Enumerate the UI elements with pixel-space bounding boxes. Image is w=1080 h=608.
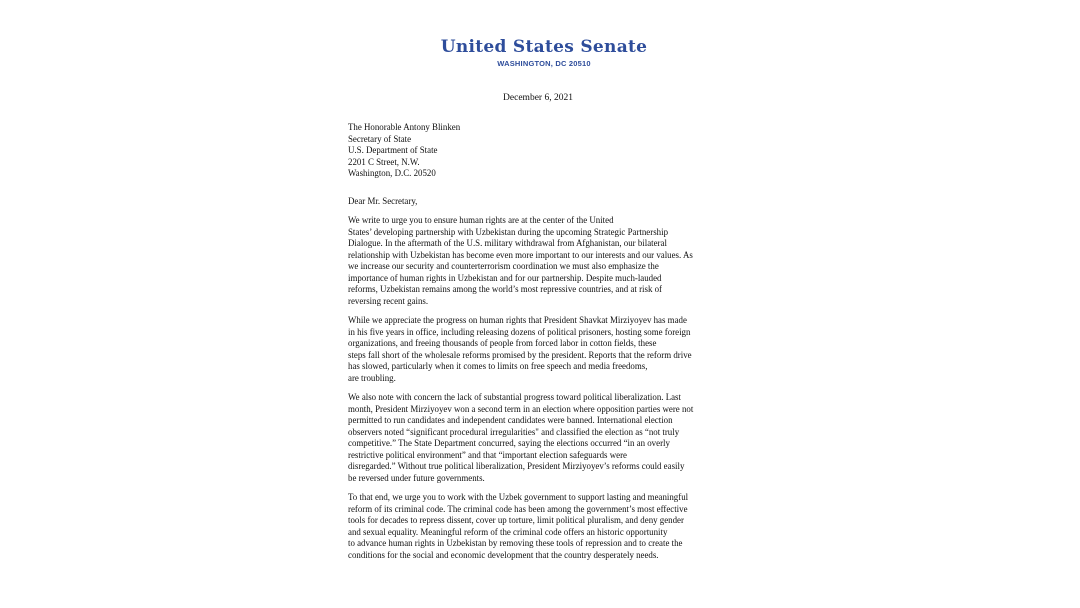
text-line: competitive.” The State Department concurred, saying the elections occurred “in an overly: [348, 438, 670, 448]
text-line: observers noted “significant procedural irregularities" and classified the election as “not truly: [348, 426, 680, 437]
text-line: We write to urge you to ensure human rights are at the center of the United: [348, 215, 614, 225]
text-line: we increase our security and counterterrorism coordination we must also emphasize the: [348, 261, 659, 271]
text-line: To that end, we urge you to work with the Uzbek government to support lasting and meaningful: [348, 492, 689, 502]
text-line: relationship with Uzbekistan has become even more important to our interests and our values. As: [348, 249, 693, 260]
text-line: reversing recent gains.: [348, 295, 429, 306]
text-line: reforms, Uzbekistan remains among the world’s most repressive countries, and at risk of: [348, 284, 662, 294]
text-line: permitted to run candidates and independent candidates were banned. International election: [348, 415, 673, 425]
paragraph-2: [348, 315, 738, 384]
recipient-address: [348, 122, 738, 180]
paragraph-4: [348, 492, 738, 561]
text-line: disregarded.” Without true political liberalization, President Mirziyoyev’s reforms could easily: [348, 461, 685, 471]
text-line: steps fall short of the wholesale reforms promised by the president. Reports that the reform drive: [348, 349, 692, 360]
text-line: reform of its criminal code. The criminal code has been among the government’s most effective: [348, 503, 688, 514]
text-line: month, President Mirziyoyev won a second term in an election where opposition parties were not: [348, 403, 694, 414]
letter-body: [348, 122, 738, 561]
paragraph-1: [348, 215, 738, 307]
text-line: in his five years in office, including releasing dozens of political prisoners, hosting some foreign: [348, 326, 691, 337]
letterhead: [0, 36, 1080, 68]
text-line: Dialogue. In the aftermath of the U.S. military withdrawal from Afghanistan, our bilateral: [348, 238, 667, 248]
address-line: U.S. Department of State: [348, 145, 438, 155]
text-line: importance of human rights in Uzbekistan and for our partnership. Despite much-lauded: [348, 272, 662, 283]
address-line: Secretary of State: [348, 133, 412, 144]
text-line: has slowed, particularly when it comes to limits on free speech and media freedoms,: [348, 361, 648, 371]
text-line: and sexual equality. Meaningful reform of the criminal code offers an historic opportunity: [348, 526, 668, 537]
text-line: to advance human rights in Uzbekistan by removing these tools of repression and to create the: [348, 538, 683, 548]
address-line: Washington, D.C. 20520: [348, 168, 436, 178]
senate-title: United States Senate: [440, 37, 648, 57]
text-line: States’ developing partnership with Uzbekistan during the upcoming Strategic Partnership: [348, 226, 669, 237]
text-line: We also note with concern the lack of substantial progress toward political liberalization. Last: [348, 392, 681, 402]
salutation: Dear Mr. Secretary,: [348, 195, 418, 206]
senate-address: WASHINGTON, DC 20510: [497, 59, 591, 68]
address-line: The Honorable Antony Blinken: [348, 122, 461, 132]
letter-date: December 6, 2021: [503, 93, 573, 103]
text-line: conditions for the social and economic development that the country desperately needs.: [348, 549, 659, 560]
text-line: be reversed under future governments.: [348, 472, 485, 483]
text-line: restrictive political environment” and that “important election safeguards were: [348, 449, 627, 460]
text-line: are troubling.: [348, 372, 396, 383]
paragraph-3: [348, 392, 738, 484]
text-line: tools for decades to repress dissent, cover up torture, limit political pluralism, and deny gender: [348, 515, 684, 525]
text-line: organizations, and freeing thousands of people from forced labor in cotton fields, these: [348, 338, 657, 348]
address-line: 2201 C Street, N.W.: [348, 156, 420, 167]
text-line: While we appreciate the progress on human rights that President Shavkat Mirziyoyev has made: [348, 315, 687, 325]
